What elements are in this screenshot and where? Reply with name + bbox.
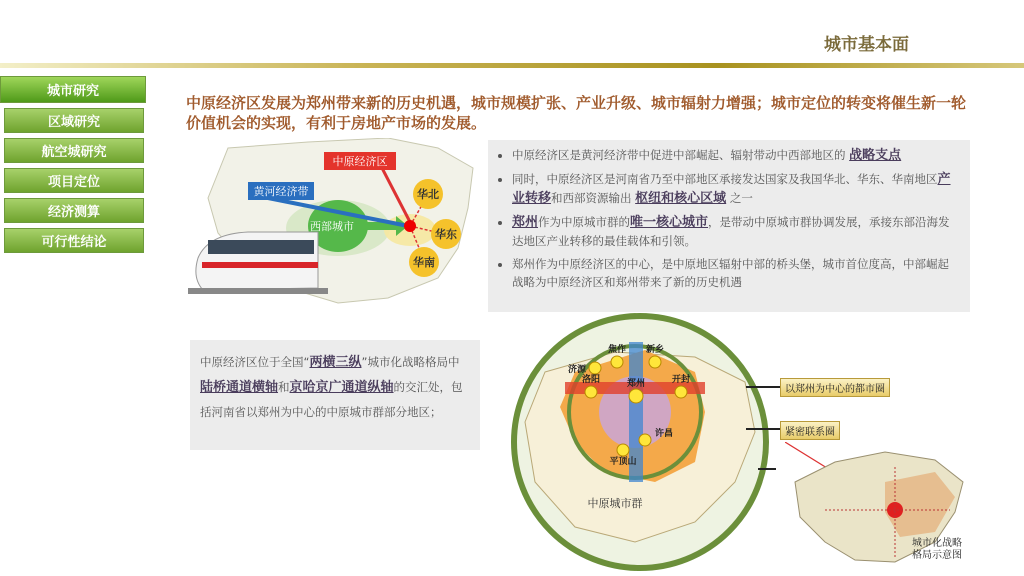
highlight-hub: 枢纽和核心区域 (635, 191, 727, 206)
highlight-core-city: 唯一核心城市 (630, 215, 709, 230)
page-title: 城市基本面 (824, 35, 909, 55)
highlight-land-bridge: 陆桥通道横轴 (200, 380, 279, 395)
pingdingshan-marker (617, 444, 629, 456)
sidebar-item-positioning[interactable]: 项目定位 (4, 168, 144, 193)
luoyang-label: 洛阳 (581, 374, 601, 384)
zhongyuan-label: 中原经济区 (332, 156, 388, 168)
callout-pointer-1 (746, 386, 780, 388)
pingdingshan-label: 平顶山 (609, 456, 637, 466)
callout-close-link: 紧密联系圈 (780, 421, 840, 440)
economic-zone-map (188, 138, 478, 306)
luoyang-marker (585, 386, 597, 398)
kaifeng-label: 开封 (671, 374, 691, 384)
sidebar-item-city-research[interactable]: 城市研究 (0, 76, 146, 103)
desc-text: ”城市化战略格局中 (361, 355, 460, 369)
highlight-strategic-pivot: 战略支点 (849, 148, 902, 163)
zhengzhou-region-map (505, 312, 775, 574)
jiaozuo-marker (611, 356, 623, 368)
xinxiang-marker (649, 356, 661, 368)
callout-metro-area: 以郑州为中心的都市圈 (780, 378, 890, 397)
highlight-beijing-guangzhou: 京哈京广通道纵轴 (289, 380, 394, 395)
bullet-industry-transfer (512, 170, 958, 208)
headline: 中原经济区发展为郑州带来新的历史机遇，城市规模扩张、产业升级、城市辐射力增强；城市定位的转变将催生新一轮价值机会的实现，有利于房地产市场的发展。 (186, 94, 967, 132)
callout-pointer-2 (746, 428, 780, 430)
sidebar-item-region-research[interactable]: 区域研究 (4, 108, 144, 133)
bullet-text: 和西部资源输出 (551, 191, 632, 205)
zhengzhou-dot (404, 220, 416, 232)
kaifeng-marker (675, 386, 687, 398)
callout-pointer-3 (758, 468, 776, 470)
china-map-caption: 城市化战略格局示意图 (912, 538, 962, 561)
sidebar-item-airport-city[interactable]: 航空城研究 (4, 138, 144, 163)
header-divider (0, 63, 1024, 68)
zhengzhou-label: 郑州 (626, 378, 646, 388)
xinxiang-label: 新乡 (645, 344, 665, 354)
highlight-two-horizontal-three-vertical: 两横三纵 (309, 355, 362, 370)
bullet-text: 中原经济区是黄河经济带中促进中部崛起、辐射带动中西部地区的 (512, 148, 846, 162)
sidebar-item-feasibility[interactable]: 可行性结论 (4, 228, 144, 253)
train-track (188, 288, 328, 294)
bullet-bridgehead (512, 255, 958, 291)
train-window-band (208, 240, 314, 254)
xibu-label: 西部城市 (310, 221, 354, 233)
huabei-label: 华北 (417, 189, 439, 201)
highlight-zhengzhou: 郑州 (512, 215, 539, 230)
bullet-text: 作为中原城市群的 (538, 215, 631, 229)
bullet-text: 之一 (729, 191, 753, 205)
key-points-panel (488, 140, 970, 312)
bullet-text: ，是带动中原城市群协调发展，承接东部沿海发达地区产业转移的最佳载体和引领。 (512, 215, 950, 248)
city-cluster-label: 中原城市群 (587, 498, 643, 510)
huanghe-label: 黄河经济带 (253, 186, 309, 198)
xuchang-marker (639, 434, 651, 446)
desc-text: 和 (278, 380, 290, 394)
huadong-label: 华东 (435, 229, 457, 241)
desc-text: 的交汇处，包括河南省以郑州为中心的中原城市群部分地区； (200, 380, 463, 419)
strategy-description (190, 340, 480, 450)
jiyuan-marker (589, 362, 601, 374)
highlight-industry-transfer: 产业转移 (512, 172, 951, 206)
desc-text: 中原经济区位于全国“ (200, 355, 310, 369)
bullet-core-city (512, 213, 958, 250)
zhengzhou-marker (629, 389, 643, 403)
bullet-strategic-pivot (512, 146, 958, 165)
train-stripe (202, 262, 318, 268)
bullet-text: 同时，中原经济区是河南省乃至中部地区承接发达国家及我国华北、华东、华南地区 (512, 172, 938, 186)
huanan-label: 华南 (413, 257, 435, 269)
bullet-text: 郑州作为中原经济区的中心，是中原地区辐射中部的桥头堡，城市首位度高，中部崛起战略为中原经济区和郑州带来了新的历史机遇 (512, 257, 949, 289)
sidebar-item-economic-calc[interactable]: 经济测算 (4, 198, 144, 223)
jiaozuo-label: 焦作 (607, 344, 627, 354)
xuchang-label: 许昌 (655, 428, 674, 438)
sidebar-nav (0, 76, 146, 258)
jiyuan-label: 济源 (567, 364, 587, 374)
